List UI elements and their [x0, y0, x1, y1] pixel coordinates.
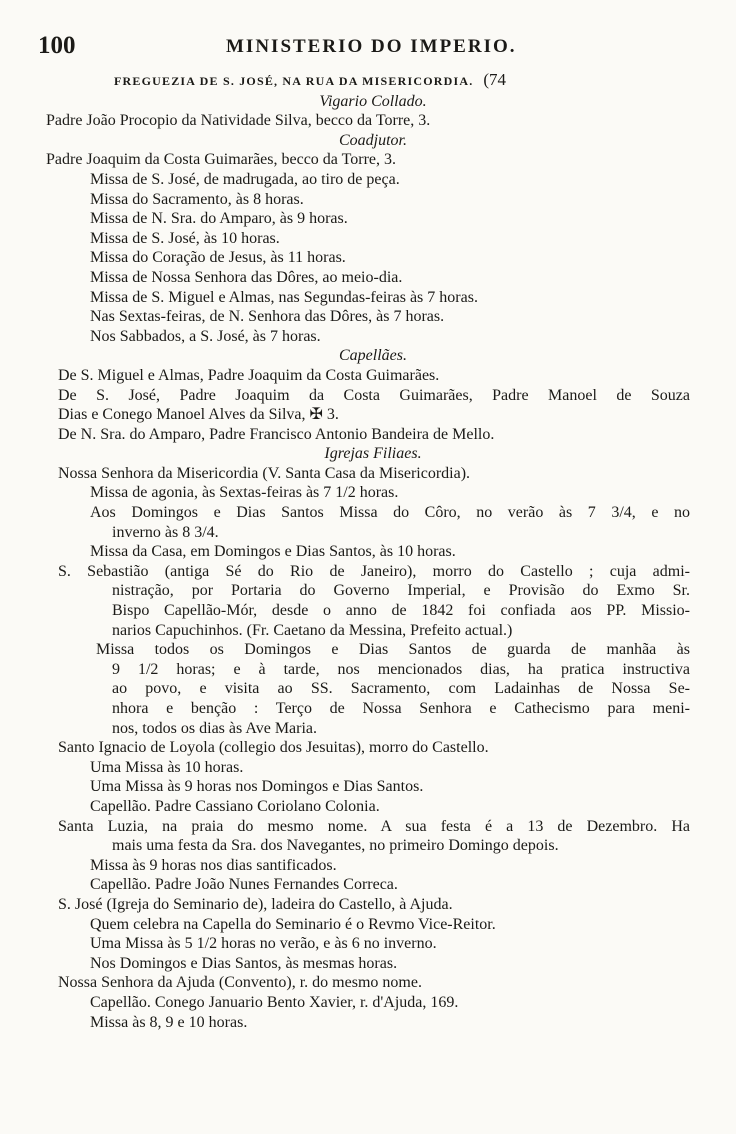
text-line: Uma Missa às 5 1/2 horas no verão, e às 6 no inverno. [90, 935, 437, 953]
text-line: Bispo Capellão-Mór, desde o anno de 1842 foi confiada aos PP. Missio- [112, 602, 690, 620]
running-title: MINISTERIO DO IMPERIO. [226, 36, 517, 57]
text-line: Dias e Conego Manoel Alves da Silva, ✠ 3. [58, 406, 339, 424]
text-line: Aos Domingos e Dias Santos Missa do Côro, no verão às 7 3/4, e no [90, 504, 690, 522]
text-line: Nos Sabbados, a S. José, às 7 horas. [90, 327, 321, 345]
text-line: De S. Miguel e Almas, Padre Joaquim da Costa Guimarães. [58, 366, 440, 384]
text-line: 9 1/2 horas; e à tarde, nos mencionados dias, ha pratica instructiva [112, 660, 690, 678]
text-line: Quem celebra na Capella do Seminario é o Revmo Vice-Reitor. [90, 915, 496, 933]
text-line: Missa de Nossa Senhora das Dôres, ao meio-dia. [90, 268, 403, 286]
text-line: Missa da Casa, em Domingos e Dias Santos, às 10 horas. [90, 543, 456, 561]
text-line: Missa de N. Sra. do Amparo, às 9 horas. [90, 210, 348, 228]
text-line: De S. José, Padre Joaquim da Costa Guimarães, Padre Manoel de Souza [58, 386, 690, 404]
text-line: nistração, por Portaria do Governo Imperial, e Provisão do Exmo Sr. [112, 582, 690, 600]
text-line: inverno às 8 3/4. [112, 523, 219, 541]
text-line: S. Sebastião (antiga Sé do Rio de Janeiro), morro do Castello ; cuja admi- [58, 562, 690, 580]
footnote-ref: (74 [483, 70, 507, 89]
text-line: Capellão. Conego Januario Bento Xavier, r. d'Ajuda, 169. [90, 993, 459, 1011]
text-line: Missa todos os Domingos e Dias Santos de guarda de manhãa às [96, 641, 690, 659]
text-line: Nossa Senhora da Misericordia (V. Santa Casa da Misericordia). [58, 464, 471, 482]
page-header [38, 32, 684, 62]
parish-subheading-text: FREGUEZIA DE S. JOSÉ, NA RUA DA MISERICORDIA. [114, 74, 474, 88]
text-line: ao povo, e visita ao SS. Sacramento, com Ladainhas de Nossa Se- [112, 680, 690, 698]
text-line: Missa do Sacramento, às 8 horas. [90, 190, 304, 208]
text-line: Nas Sextas-feiras, de N. Senhora das Dôres, às 7 horas. [90, 308, 445, 326]
parish-subheading [40, 70, 690, 92]
text-line: Uma Missa às 9 horas nos Domingos e Dias Santos. [90, 778, 424, 796]
section-heading: Coadjutor. [338, 131, 407, 149]
text-line: Nos Domingos e Dias Santos, às mesmas horas. [90, 954, 398, 972]
section-heading: Capellães. [339, 347, 407, 365]
text-line: Missa de S. José, de madrugada, ao tiro de peça. [90, 170, 400, 188]
text-line: nos, todos os dias às Ave Maria. [112, 719, 318, 737]
text-line: nhora e benção : Terço de Nossa Senhora e Cathecismo para meni- [112, 700, 690, 717]
text-line: Missa às 8, 9 e 10 horas. [90, 1013, 248, 1031]
section-heading: Igrejas Filiaes. [324, 445, 422, 463]
page-body [40, 70, 690, 1032]
text-line: narios Capuchinhos. (Fr. Caetano da Messina, Prefeito actual.) [112, 621, 513, 639]
text-line: Nossa Senhora da Ajuda (Convento), r. do mesmo nome. [58, 974, 422, 992]
text-line: Missa de S. José, às 10 horas. [90, 229, 280, 247]
text-line: Santo Ignacio de Loyola (collegio dos Jesuitas), morro do Castello. [58, 739, 489, 757]
text-line: S. José (Igreja do Seminario de), ladeira do Castello, à Ajuda. [58, 895, 453, 913]
section-heading: Vigario Collado. [319, 92, 427, 110]
text-line: Uma Missa às 10 horas. [90, 758, 244, 776]
text-line: Missa de agonia, às Sextas-feiras às 7 1/2 horas. [90, 484, 399, 502]
text-line: Padre João Procopio da Natividade Silva, becco da Torre, 3. [46, 112, 431, 130]
text-line: Missa às 9 horas nos dias santificados. [90, 856, 337, 874]
text-line: mais uma festa da Sra. dos Navegantes, no primeiro Domingo depois. [112, 837, 559, 855]
text-line: Capellão. Padre João Nunes Fernandes Correca. [90, 876, 398, 894]
text-line: De N. Sra. do Amparo, Padre Francisco Antonio Bandeira de Mello. [58, 425, 495, 443]
text-line: Capellão. Padre Cassiano Coriolano Colonia. [90, 797, 380, 815]
text-line: Missa do Coração de Jesus, às 11 horas. [90, 249, 346, 267]
text-line: Santa Luzia, na praia do mesmo nome. A sua festa é a 13 de Dezembro. Ha [58, 817, 690, 835]
page-number: 100 [38, 32, 76, 59]
text-line: Padre Joaquim da Costa Guimarães, becco da Torre, 3. [46, 151, 397, 169]
text-line: Missa de S. Miguel e Almas, nas Segundas-feiras às 7 horas. [90, 288, 478, 306]
